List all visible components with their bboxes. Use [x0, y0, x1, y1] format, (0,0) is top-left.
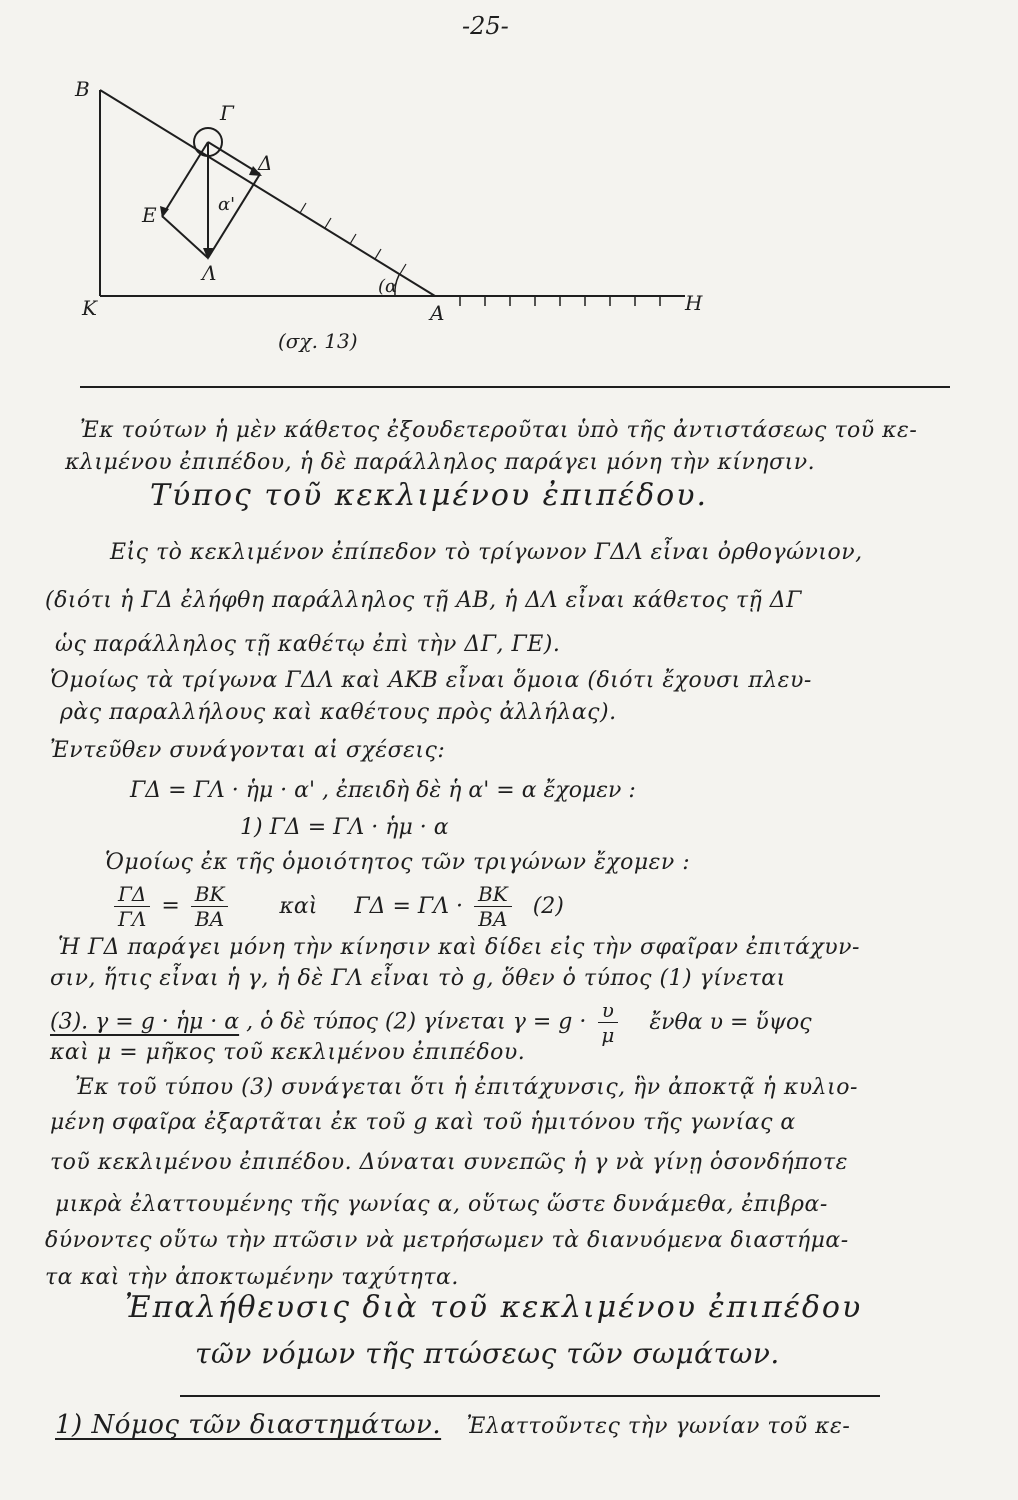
- formula-3: (3). γ = g · ἡμ · α: [50, 1009, 240, 1035]
- formula-text: , ὁ δὲ τύπος (2) γίνεται γ = g ·: [246, 1009, 587, 1035]
- text-run: Ἐλαττοῦντες τὴν γωνίαν τοῦ κε-: [466, 1414, 851, 1439]
- label-l: Λ: [202, 261, 217, 285]
- text-line: μένη σφαῖρα ἐξαρτᾶται ἐκ τοῦ g καὶ τοῦ ἡμιτόνου τῆς γωνίας α: [50, 1110, 796, 1135]
- fraction: [597, 998, 618, 1047]
- label-g: Γ: [220, 101, 234, 125]
- text-line: Ἐντεῦθεν συνάγονται αἱ σχέσεις:: [50, 738, 446, 763]
- ground-ticks: [460, 296, 660, 306]
- text-line: Ἐκ τούτων ἡ μὲν κάθετος ἐξουδετεροῦται ὑπὸ τῆς ἀντιστάσεως τοῦ κε-: [80, 418, 918, 443]
- text-line: σιν, ἥτις εἶναι ἡ γ, ἡ δὲ ΓΛ εἶναι τὸ g, ὅθεν ὁ τύπος (1) γίνεται: [50, 966, 786, 991]
- fraction-denominator: ΒΑ: [195, 907, 225, 931]
- label-e: Ε: [142, 203, 157, 227]
- normal-component: [162, 142, 208, 216]
- fraction-denominator: ΒΑ: [478, 907, 508, 931]
- label-a: Α: [430, 301, 445, 325]
- text-line: Ἐκ τοῦ τύπου (3) συνάγεται ὅτι ἡ ἐπιτάχυνσις, ἣν ἀποκτᾷ ἡ κυλιο-: [75, 1075, 858, 1100]
- label-h: Η: [685, 291, 703, 315]
- text-line: (διότι ἡ ΓΔ ἐλήφθη παράλληλος τῇ ΑΒ, ἡ ΔΛ εἶναι κάθετος τῇ ΔΓ: [45, 588, 802, 613]
- incline-ticks: [300, 203, 406, 274]
- text-line: [55, 1410, 850, 1440]
- fraction-denominator: μ: [601, 1023, 615, 1047]
- fraction-numerator: υ: [598, 998, 618, 1023]
- fraction-numerator: ΒΚ: [191, 882, 229, 907]
- inclined-plane-diagram: [60, 70, 720, 370]
- text-line: Ὁμοίως ἐκ τῆς ὁμοιότητος τῶν τριγώνων ἔχομεν :: [105, 850, 691, 875]
- conjunction: καὶ: [279, 893, 318, 919]
- fraction-numerator: ΓΔ: [114, 882, 150, 907]
- fraction: [114, 882, 150, 931]
- text-line: τα καὶ τὴν ἀποκτωμένην ταχύτητα.: [45, 1265, 459, 1290]
- text-line: ὡς παράλληλος τῇ καθέτῳ ἐπὶ τὴν ΔΓ, ΓΕ).: [55, 632, 561, 657]
- page-number: -25-: [462, 12, 509, 40]
- fraction: [191, 882, 229, 931]
- text-line: ρὰς παραλλήλους καὶ καθέτους πρὸς ἀλλήλας).: [60, 700, 617, 725]
- fraction-denominator: ΓΛ: [118, 907, 147, 931]
- label-d: Δ: [258, 151, 273, 175]
- separator-rule: [80, 386, 950, 388]
- label-angle: (α: [378, 276, 398, 297]
- fraction-numerator: ΒΚ: [474, 882, 512, 907]
- equals-sign: =: [161, 893, 180, 919]
- text-line: τοῦ κεκλιμένου ἐπιπέδου. Δύναται συνεπῶς ἡ γ νὰ γίνῃ ὁσονδήποτε: [50, 1150, 848, 1175]
- incline-line: [100, 90, 435, 296]
- formula-2: [110, 882, 564, 931]
- el-line: [162, 216, 208, 258]
- text-line: Εἰς τὸ κεκλιμένον ἐπίπεδον τὸ τρίγωνον ΓΔΛ εἶναι ὀρθογώνιον,: [110, 540, 863, 565]
- formula-tag: (2): [532, 893, 564, 919]
- formula-1: 1) ΓΔ = ΓΛ · ἡμ · α: [240, 815, 449, 840]
- figure-caption: (σχ. 13): [278, 329, 358, 353]
- text-line: κλιμένου ἐπιπέδου, ἡ δὲ παράλληλος παράγει μόνη τὴν κίνησιν.: [65, 450, 816, 475]
- text-line: Ὁμοίως τὰ τρίγωνα ΓΔΛ καὶ ΑΚΒ εἶναι ὅμοια (διότι ἔχουσι πλευ-: [50, 668, 812, 693]
- formula-text: ἔνθα υ = ὕψος: [649, 1009, 812, 1035]
- label-k: Κ: [82, 296, 97, 320]
- formula-lhs: ΓΔ = ΓΛ ·: [354, 893, 464, 919]
- text-line: δύνοντες οὕτω τὴν πτῶσιν νὰ μετρήσωμεν τὰ διανυόμενα διαστήμα-: [45, 1228, 849, 1253]
- text-line: μικρὰ ἐλαττουμένης τῆς γωνίας α, οὕτως ὥστε δυνάμεθα, ἐπιβρα-: [55, 1192, 828, 1217]
- text-line: καὶ μ = μῆκος τοῦ κεκλιμένου ἐπιπέδου.: [50, 1040, 526, 1065]
- dl-line: [208, 174, 260, 258]
- section-title: τῶν νόμων τῆς πτώσεως τῶν σωμάτων.: [195, 1337, 780, 1370]
- formula-line: ΓΔ = ΓΛ · ἡμ · α' , ἐπειδὴ δὲ ἡ α' = α ἔχομεν :: [130, 778, 636, 803]
- subsection-title: 1) Νόμος τῶν διαστημάτων.: [55, 1410, 442, 1440]
- label-alpha-prime: α': [218, 194, 236, 215]
- separator-rule: [180, 1395, 880, 1397]
- label-b: Β: [75, 77, 90, 101]
- section-title: Ἐπαλήθευσις διὰ τοῦ κεκλιμένου ἐπιπέδου: [125, 1290, 863, 1325]
- fraction: [474, 882, 512, 931]
- section-title: Τύπος τοῦ κεκλιμένου ἐπιπέδου.: [150, 478, 708, 513]
- text-line: Ἡ ΓΔ παράγει μόνη τὴν κίνησιν καὶ δίδει εἰς τὴν σφαῖραν ἐπιτάχυν-: [58, 935, 860, 960]
